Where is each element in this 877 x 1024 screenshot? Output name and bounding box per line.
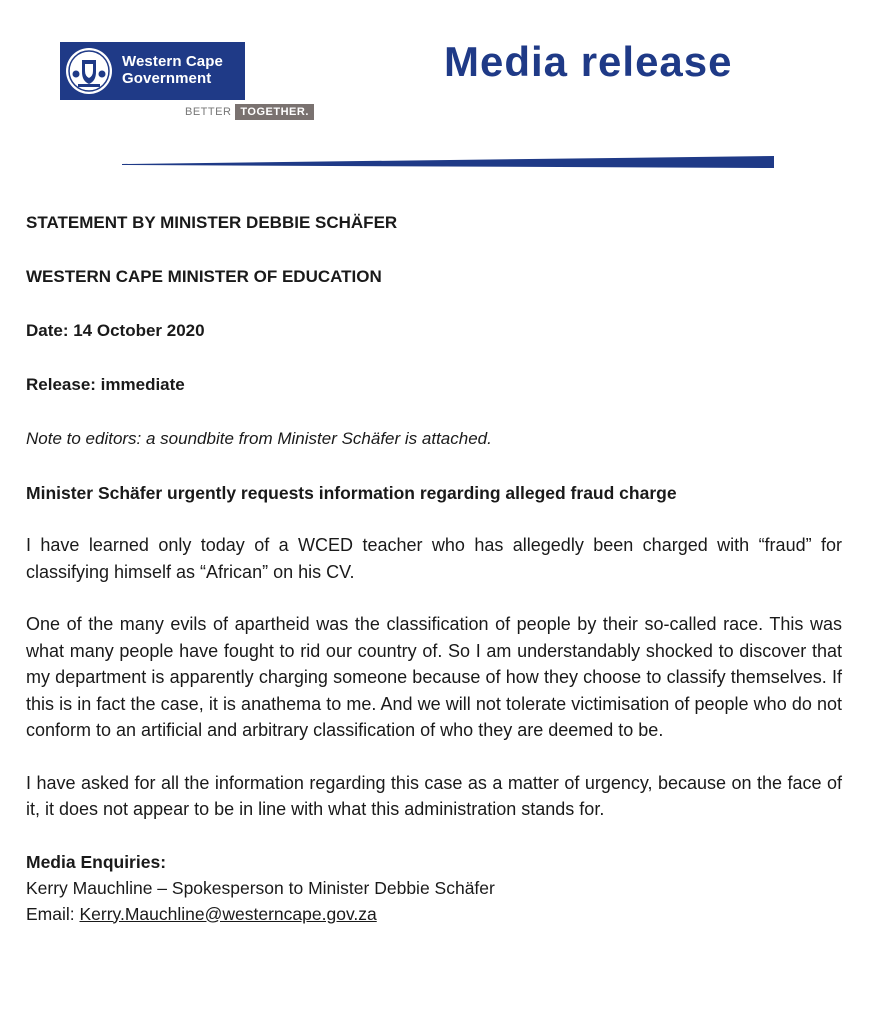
statement-by: STATEMENT BY MINISTER DEBBIE SCHÄFER: [26, 213, 398, 232]
release-date: Date: 14 October 2020: [26, 321, 205, 340]
coat-of-arms-icon: [64, 46, 114, 96]
headline: Minister Schäfer urgently requests information regarding alleged fraud charge: [26, 483, 677, 503]
release-type: Release: immediate: [26, 375, 185, 394]
tagline-better: BETTER: [185, 106, 232, 118]
paragraph: I have learned only today of a WCED teacher who has allegedly been charged with “fraud” for classifying himself as “African” on his CV.: [26, 535, 842, 582]
enquiries-email-line: [26, 901, 842, 927]
paragraph: I have asked for all the information regarding this case as a matter of urgency, because on the face of it, it does not appear to be in line with what this administration stands for.: [26, 772, 842, 819]
media-enquiries: [26, 849, 842, 927]
paragraph: One of the many evils of apartheid was the classification of people by their so-called race. This was what many people have fought to rid our country of. So I am understandably shocked to discover that my department is apparently charging someone because of how they choose to classify themselves. If this is in fact the case, it is anathema to me. And we will not tolerate victimisation of people who do not conform to an artificial and arbitrary classification of who they are deemed to be.: [26, 614, 842, 740]
header-divider: [122, 156, 774, 170]
org-name: Western Cape Government: [122, 53, 223, 87]
tagline-together: TOGETHER.: [235, 104, 313, 120]
email-label: Email:: [26, 903, 80, 924]
minister-role: WESTERN CAPE MINISTER OF EDUCATION: [26, 267, 382, 286]
enquiries-heading: Media Enquiries:: [26, 851, 167, 872]
page-title: Media release: [444, 38, 733, 85]
editor-note: Note to editors: a soundbite from Minister Schäfer is attached.: [26, 429, 492, 448]
government-logo: [60, 42, 245, 100]
document-body: [26, 210, 842, 927]
enquiries-contact: Kerry Mauchline – Spokesperson to Minister Debbie Schäfer: [26, 877, 495, 898]
email-link[interactable]: Kerry.Mauchline@westerncape.gov.za: [79, 903, 377, 924]
tagline: [185, 103, 314, 121]
